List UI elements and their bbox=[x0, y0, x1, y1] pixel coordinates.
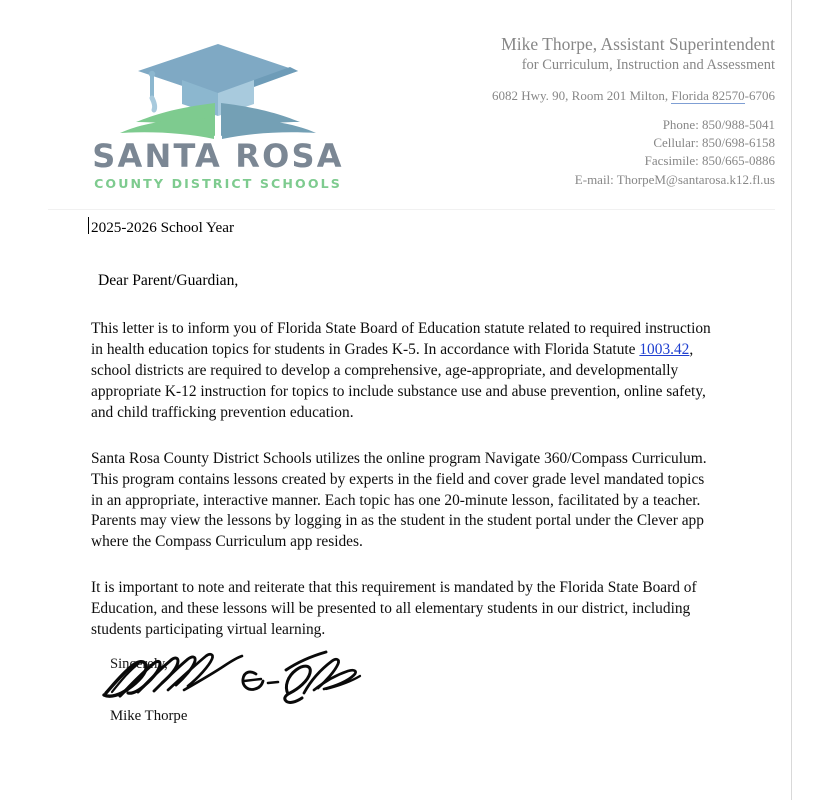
sender-facsimile: Facsimile: 850/665-0886 bbox=[644, 153, 775, 169]
sender-title-line-2: for Curriculum, Instruction and Assessment bbox=[521, 57, 775, 74]
organization-name: SANTA ROSA bbox=[92, 137, 344, 175]
salutation: Dear Parent/Guardian, bbox=[98, 272, 239, 289]
sender-address bbox=[355, 88, 775, 105]
sender-email: E-mail: ThorpeM@santarosa.k12.fl.us bbox=[574, 171, 775, 187]
handwritten-signature-icon bbox=[98, 648, 363, 710]
paragraph-1-before-link: This letter is to inform you of Florida State Board of Education statute related to required instruction in health education topics for students in Grades K-5. In accordance with Florida Statute bbox=[91, 320, 711, 359]
statute-1003-42-link[interactable]: 1003.42 bbox=[639, 341, 690, 359]
page-right-edge bbox=[791, 0, 792, 800]
sender-title-line-1: Mike Thorpe, Assistant Superintendent bbox=[501, 34, 775, 54]
letter-body bbox=[0, 218, 791, 641]
paragraph-3: It is important to note and reiterate that this requirement is mandated by the Florida State Board of Education, and these lessons will be presented to all elementary students in our district, including students participating virtual learning. bbox=[91, 579, 697, 638]
letterhead-divider bbox=[48, 209, 775, 210]
district-logo bbox=[82, 38, 354, 190]
sender-cellular: Cellular: 850/698-6158 bbox=[653, 135, 775, 150]
school-year-text: 2025-2026 School Year bbox=[91, 219, 235, 236]
sender-phone: Phone: 850/988-5041 bbox=[662, 116, 775, 132]
closing-line: Sincerely, bbox=[110, 656, 168, 672]
paragraph-1-after-link: , school districts are required to develop a comprehensive, age-appropriate, and developmentally appropriate K-12 instruction for topics to include substance use and abuse prevention, online safety, and child trafficking prevention education. bbox=[91, 341, 706, 421]
sender-contact-list bbox=[355, 116, 775, 190]
organization-subtitle: COUNTY DISTRICT SCHOOLS bbox=[94, 175, 342, 191]
text-cursor bbox=[88, 217, 89, 234]
sender-address-prefix: 6082 Hwy. 90, Room 201 Milton, bbox=[491, 87, 672, 103]
logo-wordmark bbox=[82, 137, 354, 191]
sender-address-suffix: -6706 bbox=[744, 87, 775, 103]
signer-name: Mike Thorpe bbox=[110, 708, 188, 724]
letterhead bbox=[0, 0, 791, 196]
paragraph-2: Santa Rosa County District Schools utilizes the online program Navigate 360/Compass Curriculum. This program contains lessons created by experts in the field and cover grade level mandated topics in an appropriate, interactive manner. Each topic has one 20-minute lesson, facilitated by a teacher. Parents may view the lessons by logging in as the student in the student portal under the Clever app where the Compass Curriculum app resides. bbox=[91, 449, 707, 551]
sender-address-underlined-segment: Florida 82570 bbox=[671, 87, 745, 103]
school-year-line bbox=[91, 218, 791, 237]
paragraph-1 bbox=[91, 319, 719, 423]
graduation-cap-and-book-logo-icon bbox=[82, 38, 354, 142]
sender-info-block bbox=[355, 33, 775, 189]
